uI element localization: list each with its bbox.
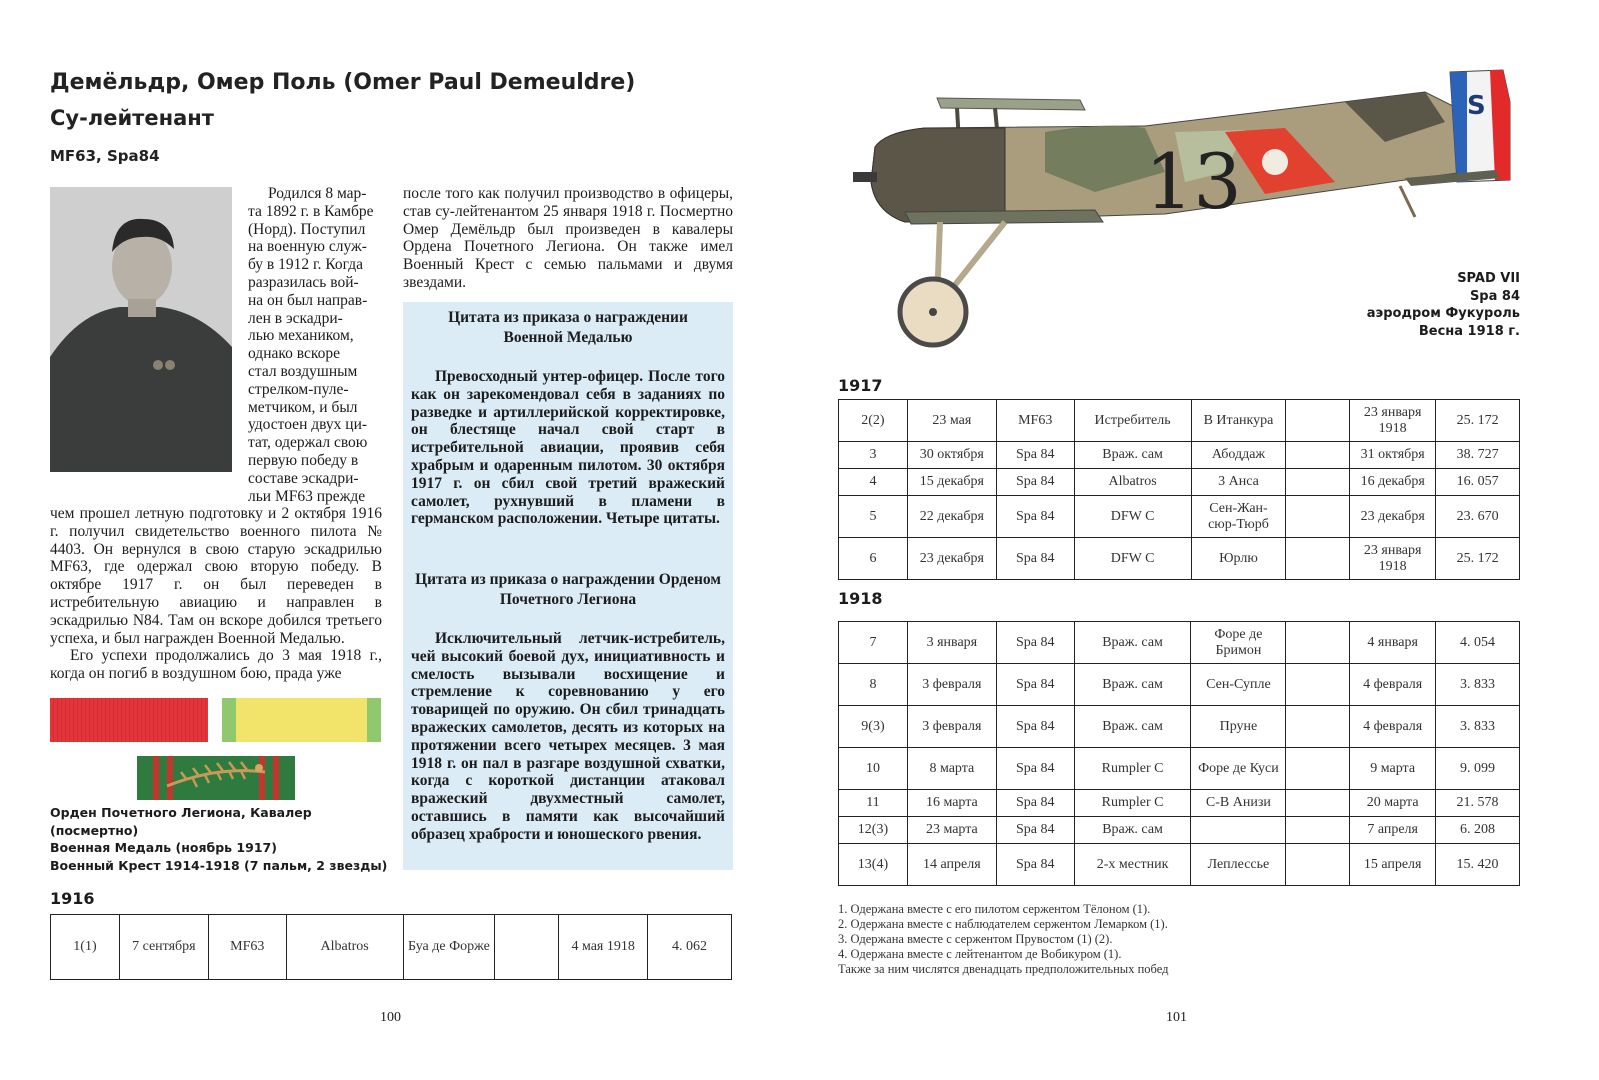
- table-cell: 23 марта: [907, 817, 996, 844]
- footnote-3: 3. Одержана вместе с сержентом Прувостом (1) (2).: [838, 932, 1113, 946]
- footnote-1: 1. Одержана вместе с его пилотом сержентом Тёлоном (1).: [838, 902, 1151, 916]
- table-cell: MF63: [208, 915, 286, 980]
- table-cell: DFW C: [1074, 538, 1191, 580]
- table-cell: Spa 84: [996, 442, 1074, 469]
- table-cell: 15. 420: [1436, 844, 1520, 886]
- table-cell: 7 сентября: [119, 915, 208, 980]
- citation-2-text: Исключительный летчик-истребитель, чей высокий боевой дух, инициативность и смелость вызывали восхищение и стремление к соревнованию у его товарищей по оружию. Он сбил тринадцать вражеских самолетов, десять из которых на протяжении всего четырех месяцев. 3 мая 1918 г. он пал в разгаре воздушной схватки, когда с короткой дистанции атаковал вражеский двухместный самолет, оставшись в памяти как высочайший образец храбрости и юношеского рвения.: [411, 630, 725, 843]
- pilot-rank: Су-лейтенант: [50, 106, 214, 130]
- table-cell: Враж. сам: [1074, 442, 1191, 469]
- table-row: [839, 622, 1520, 664]
- table-cell: 2-х местник: [1074, 844, 1191, 886]
- table-row: [839, 496, 1520, 538]
- table-cell: Spa 84: [996, 706, 1074, 748]
- table-cell: 3 февраля: [907, 664, 996, 706]
- table-cell: [1286, 622, 1350, 664]
- table-cell: Spa 84: [996, 622, 1074, 664]
- table-row: [839, 790, 1520, 817]
- footnote-2: 2. Одержана вместе с наблюдателем сержентом Лемарком (1).: [838, 917, 1168, 931]
- table-cell: [1191, 817, 1286, 844]
- table-cell: 7: [839, 622, 908, 664]
- bio-line: лью механиком,: [248, 327, 354, 345]
- table-cell: 10: [839, 748, 908, 790]
- table-cell: 23 января 1918: [1350, 538, 1436, 580]
- table-cell: 25. 172: [1436, 538, 1520, 580]
- bio-line: однако вскоре: [248, 345, 340, 363]
- aircraft-caption-airfield: аэродром Фукуроль: [1366, 306, 1520, 321]
- table-cell: 13(4): [839, 844, 908, 886]
- awards-list: [50, 804, 390, 874]
- pilot-portrait-photo: [50, 187, 232, 472]
- year-label-1917: 1917: [838, 376, 883, 395]
- table-cell: 12(3): [839, 817, 908, 844]
- table-cell: 16 марта: [907, 790, 996, 817]
- table-cell: 16. 057: [1436, 469, 1520, 496]
- table-cell: 23. 670: [1436, 496, 1520, 538]
- table-cell: 4: [839, 469, 908, 496]
- table-cell: Враж. сам: [1074, 817, 1191, 844]
- table-cell: Spa 84: [996, 469, 1074, 496]
- table-cell: Spa 84: [996, 844, 1074, 886]
- bio-text-wide: [50, 505, 382, 683]
- bio-line: разразилась вой-: [248, 273, 359, 291]
- table-cell: Spa 84: [996, 748, 1074, 790]
- citation-1-text: Превосходный унтер-офицер. После того как он зарекомендовал себя в заданиях по разведке и артиллерийской корректировке, он блестяще начал свой старт в истребительной авиации, проявив себя храбрым и одаренным пилотом. 30 октября 1917 г. он сбил свой третий вражеский самолет, рухнувший в пламени в германском расположении. Четыре цитаты.: [411, 368, 725, 528]
- table-cell: [1286, 817, 1350, 844]
- table-cell: 6: [839, 538, 908, 580]
- palm-leaf-icon: [137, 756, 295, 800]
- table-cell: 30 октября: [907, 442, 996, 469]
- bio-line: метчиком, и был: [248, 398, 358, 416]
- table-row: [839, 538, 1520, 580]
- aircraft-caption-date: Весна 1918 г.: [1418, 323, 1520, 339]
- year-label-1918: 1918: [838, 589, 883, 608]
- table-cell: 2(2): [839, 400, 908, 442]
- award-medal: Военная Медаль (ноябрь 1917): [50, 840, 277, 855]
- victories-table-1918: [838, 621, 1520, 886]
- bio-line: удостоен двух ци-: [248, 416, 368, 434]
- table-cell: [1286, 748, 1350, 790]
- table-cell: 23 декабря: [907, 538, 996, 580]
- table-cell: [1286, 790, 1350, 817]
- year-label-1916: 1916: [50, 889, 95, 908]
- table-cell: 21. 578: [1436, 790, 1520, 817]
- bio-paragraph-3: после того как получил производство в офицеры, став су-лейтенантом 25 января 1918 г. Посмертно Омер Демёльдр был произведен в кавалеры Ордена Почетного Легиона. Он также имел Военный Крест с семью пальмами и двумя звездами.: [403, 185, 733, 291]
- aircraft-caption-type: SPAD VII: [1457, 271, 1520, 286]
- table-cell: Пруне: [1191, 706, 1286, 748]
- table-cell: 22 декабря: [907, 496, 996, 538]
- bio-line: стрелком-пуле-: [248, 380, 349, 398]
- table-cell: 4. 054: [1436, 622, 1520, 664]
- table-cell: 6. 208: [1436, 817, 1520, 844]
- table-cell: Враж. сам: [1074, 664, 1191, 706]
- bio-line: бу в 1912 г. Когда: [248, 256, 364, 274]
- table-cell: 25. 172: [1436, 400, 1520, 442]
- table-row: [839, 400, 1520, 442]
- citation-box: [403, 302, 733, 870]
- table-cell: MF63: [996, 400, 1074, 442]
- victories-table-1917: [838, 399, 1520, 580]
- table-cell: Сен-Жан-сюр-Тюрб: [1191, 496, 1286, 538]
- aircraft-caption-unit: Spa 84: [1469, 288, 1520, 304]
- table-cell: 20 марта: [1350, 790, 1436, 817]
- footnote-probable: Также за ним числятся двенадцать предположительных побед: [838, 962, 1169, 976]
- victories-table-1916: [50, 914, 732, 980]
- table-cell: Враж. сам: [1074, 706, 1191, 748]
- croix-de-guerre-ribbon: [137, 756, 295, 800]
- table-cell: 23 мая: [907, 400, 996, 442]
- bio-line: льи MF63 прежде: [248, 487, 366, 505]
- aircraft-caption: [1280, 270, 1520, 340]
- table-cell: 9. 099: [1436, 748, 1520, 790]
- table-cell: 15 декабря: [907, 469, 996, 496]
- bio-line: Родился 8 мар-: [268, 185, 367, 202]
- bio-text-column-2: [403, 185, 733, 292]
- table-cell: 14 апреля: [907, 844, 996, 886]
- table-cell: 16 декабря: [1350, 469, 1436, 496]
- bio-line: (Норд). Поступил: [248, 220, 366, 238]
- award-legion: Орден Почетного Легиона, Кавалер (посмертно): [50, 805, 312, 838]
- table-row: [839, 706, 1520, 748]
- table-cell: 3: [839, 442, 908, 469]
- bio-paragraph-1: чем прошел летную подготовку и 2 октября 1916 г. получил свидетельство военного пилота № 4403. Он вернулся в свою старую эскадрилью MF63, где одержал свою вторую победу. В октябре 1917 г. он был переведен в истребительную авиацию и направлен в эскадрилью N84. Там он вскоре добился третьего успеха, и был награжден Военной Медалью.: [50, 505, 382, 647]
- footnotes: [838, 902, 1518, 977]
- bio-line: составе эскадри-: [248, 469, 359, 487]
- medaille-militaire-ribbon: [222, 698, 381, 742]
- table-cell: [1286, 664, 1350, 706]
- bio-line: стал воздушным: [248, 362, 358, 380]
- table-cell: 15 апреля: [1350, 844, 1436, 886]
- svg-text:S: S: [1467, 91, 1486, 121]
- table-cell: Spa 84: [996, 664, 1074, 706]
- aircraft-number-label: 13: [1145, 137, 1242, 226]
- table-cell: 4 февраля: [1350, 664, 1436, 706]
- table-cell: Истребитель: [1074, 400, 1191, 442]
- table-cell: Буа де Форже: [403, 915, 495, 980]
- table-cell: [495, 915, 559, 980]
- table-cell: Леплессье: [1191, 844, 1286, 886]
- pilot-name-heading: Демёльдр, Омер Поль (Omer Paul Demeuldre): [50, 70, 636, 95]
- bio-line: первую победу в: [248, 451, 359, 469]
- table-cell: Spa 84: [996, 538, 1074, 580]
- table-cell: С-В Анизи: [1191, 790, 1286, 817]
- table-cell: DFW C: [1074, 496, 1191, 538]
- table-cell: Форе де Куси: [1191, 748, 1286, 790]
- table-cell: 31 октября: [1350, 442, 1436, 469]
- table-cell: 4 января: [1350, 622, 1436, 664]
- table-cell: Сен-Супле: [1191, 664, 1286, 706]
- bio-line: на он был направ-: [248, 291, 368, 309]
- bio-paragraph-2: Его успехи продолжались до 3 мая 1918 г., когда он погиб в воздушном бою, прада уже: [50, 647, 382, 683]
- table-row: [839, 442, 1520, 469]
- bio-line: на военную служ-: [248, 238, 367, 256]
- table-row: [839, 748, 1520, 790]
- table-cell: 3 января: [907, 622, 996, 664]
- table-cell: Юрлю: [1191, 538, 1286, 580]
- table-cell: Spa 84: [996, 496, 1074, 538]
- table-cell: 9 марта: [1350, 748, 1436, 790]
- table-cell: Rumpler C: [1074, 790, 1191, 817]
- table-cell: [1286, 442, 1350, 469]
- bio-line: та 1892 г. в Камбре: [248, 202, 374, 220]
- award-croix: Военный Крест 1914-1918 (7 пальм, 2 звезды): [50, 857, 388, 873]
- table-row: [839, 469, 1520, 496]
- table-cell: 38. 727: [1436, 442, 1520, 469]
- table-cell: 3. 833: [1436, 706, 1520, 748]
- citation-2-title: Цитата из приказа о награждении Орденом Почетного Легиона: [415, 571, 721, 608]
- table-cell: Albatros: [286, 915, 403, 980]
- table-cell: Albatros: [1074, 469, 1191, 496]
- bio-line: тат, одержал свою: [248, 434, 368, 452]
- table-row: [51, 915, 732, 980]
- page-number-right: 101: [1166, 1010, 1187, 1025]
- table-cell: 3 февраля: [907, 706, 996, 748]
- table-cell: 23 января 1918: [1350, 400, 1436, 442]
- table-cell: [1286, 538, 1350, 580]
- table-cell: Враж. сам: [1074, 622, 1191, 664]
- table-cell: [1286, 469, 1350, 496]
- table-cell: [1286, 844, 1350, 886]
- bio-text-narrow: [248, 185, 382, 505]
- table-row: [839, 844, 1520, 886]
- table-cell: 8 марта: [907, 748, 996, 790]
- table-cell: Rumpler C: [1074, 748, 1191, 790]
- table-cell: [1286, 706, 1350, 748]
- legion-honneur-ribbon: [50, 698, 208, 742]
- page-number-left: 100: [380, 1010, 401, 1025]
- table-cell: Spa 84: [996, 790, 1074, 817]
- table-cell: Абоддаж: [1191, 442, 1286, 469]
- table-cell: 3 Анса: [1191, 469, 1286, 496]
- table-cell: 7 апреля: [1350, 817, 1436, 844]
- bio-line: лен в эскадри-: [248, 309, 343, 327]
- table-cell: 23 декабря: [1350, 496, 1436, 538]
- table-cell: 4 февраля: [1350, 706, 1436, 748]
- table-cell: 11: [839, 790, 908, 817]
- table-cell: 9(3): [839, 706, 908, 748]
- table-cell: [1286, 400, 1350, 442]
- footnote-4: 4. Одержана вместе с лейтенантом де Вобикуром (1).: [838, 947, 1122, 961]
- table-cell: Spa 84: [996, 817, 1074, 844]
- table-cell: 4. 062: [648, 915, 732, 980]
- table-cell: 3. 833: [1436, 664, 1520, 706]
- table-cell: 1(1): [51, 915, 120, 980]
- table-cell: [1286, 496, 1350, 538]
- table-cell: 4 мая 1918: [559, 915, 648, 980]
- table-cell: В Итанкура: [1191, 400, 1286, 442]
- table-row: [839, 664, 1520, 706]
- table-cell: Форе де Бримон: [1191, 622, 1286, 664]
- citation-1-title: Цитата из приказа о награждении Военной Медалью: [448, 309, 688, 346]
- table-cell: 5: [839, 496, 908, 538]
- portrait-silhouette-icon: [50, 187, 232, 472]
- table-row: [839, 817, 1520, 844]
- pilot-units: MF63, Spa84: [50, 147, 160, 165]
- table-cell: 8: [839, 664, 908, 706]
